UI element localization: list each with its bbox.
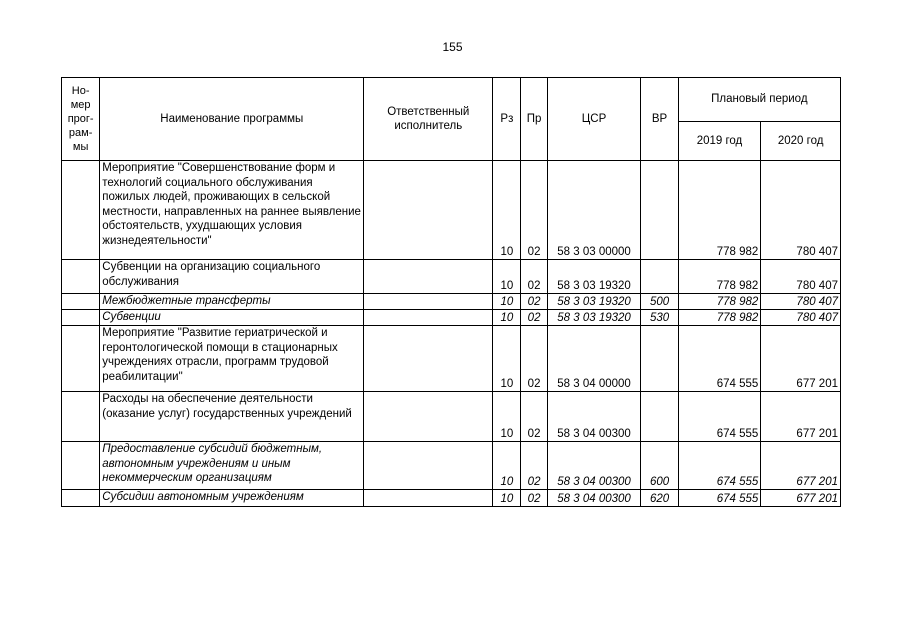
csr-cell: 58 3 04 00300 bbox=[547, 490, 641, 507]
program-number-cell bbox=[62, 260, 100, 294]
program-name-cell: Межбюджетные трансферты bbox=[100, 294, 364, 310]
table-row bbox=[62, 392, 841, 442]
csr-cell: 58 3 04 00000 bbox=[547, 326, 641, 392]
pr-cell: 02 bbox=[521, 260, 547, 294]
year-2019-value: 674 555 bbox=[678, 392, 761, 442]
table-row bbox=[62, 326, 841, 392]
table-row bbox=[62, 490, 841, 507]
executor-cell bbox=[364, 161, 493, 260]
rz-cell: 10 bbox=[493, 392, 521, 442]
program-name-cell: Субвенции bbox=[100, 310, 364, 326]
program-number-cell bbox=[62, 326, 100, 392]
vr-cell bbox=[641, 392, 678, 442]
year-2019-value: 778 982 bbox=[678, 260, 761, 294]
rz-cell: 10 bbox=[493, 326, 521, 392]
pr-cell: 02 bbox=[521, 294, 547, 310]
year-2020-value: 780 407 bbox=[761, 294, 841, 310]
rz-cell: 10 bbox=[493, 260, 521, 294]
year-2019-value: 778 982 bbox=[678, 294, 761, 310]
header-year-2019: 2019 год bbox=[678, 122, 761, 161]
program-name-cell: Расходы на обеспечение деятельности (оказание услуг) государственных учреждений bbox=[100, 392, 364, 442]
program-name-cell: Субсидии автономным учреждениям bbox=[100, 490, 364, 507]
year-2019-value: 674 555 bbox=[678, 326, 761, 392]
header-rz: Рз bbox=[493, 78, 521, 161]
program-number-cell bbox=[62, 310, 100, 326]
executor-cell bbox=[364, 260, 493, 294]
csr-cell: 58 3 04 00300 bbox=[547, 392, 641, 442]
executor-cell bbox=[364, 326, 493, 392]
csr-cell: 58 3 03 00000 bbox=[547, 161, 641, 260]
program-number-cell bbox=[62, 442, 100, 490]
csr-cell: 58 3 03 19320 bbox=[547, 294, 641, 310]
program-number-cell bbox=[62, 161, 100, 260]
rz-cell: 10 bbox=[493, 310, 521, 326]
vr-cell: 620 bbox=[641, 490, 678, 507]
executor-cell bbox=[364, 310, 493, 326]
page-number: 155 bbox=[442, 40, 463, 54]
rz-cell: 10 bbox=[493, 442, 521, 490]
vr-cell bbox=[641, 161, 678, 260]
year-2019-value: 674 555 bbox=[678, 442, 761, 490]
year-2020-value: 780 407 bbox=[761, 310, 841, 326]
year-2020-value: 677 201 bbox=[761, 442, 841, 490]
csr-cell: 58 3 04 00300 bbox=[547, 442, 641, 490]
pr-cell: 02 bbox=[521, 326, 547, 392]
vr-cell: 500 bbox=[641, 294, 678, 310]
year-2020-value: 677 201 bbox=[761, 392, 841, 442]
table-row bbox=[62, 260, 841, 294]
table-row bbox=[62, 310, 841, 326]
table-row bbox=[62, 161, 841, 260]
vr-cell bbox=[641, 326, 678, 392]
program-name-cell: Предоставление субсидий бюджетным, автономным учреждениям и иным некоммерческим организациям bbox=[100, 442, 364, 490]
executor-cell bbox=[364, 442, 493, 490]
vr-cell: 530 bbox=[641, 310, 678, 326]
table-body bbox=[62, 161, 841, 507]
program-number-cell bbox=[62, 294, 100, 310]
header-year-2020: 2020 год bbox=[761, 122, 841, 161]
executor-cell bbox=[364, 392, 493, 442]
year-2020-value: 677 201 bbox=[761, 326, 841, 392]
csr-cell: 58 3 03 19320 bbox=[547, 310, 641, 326]
csr-cell: 58 3 03 19320 bbox=[547, 260, 641, 294]
pr-cell: 02 bbox=[521, 392, 547, 442]
year-2019-value: 674 555 bbox=[678, 490, 761, 507]
vr-cell bbox=[641, 260, 678, 294]
executor-cell bbox=[364, 490, 493, 507]
header-csr: ЦСР bbox=[547, 78, 641, 161]
header-vr: ВР bbox=[641, 78, 678, 161]
year-2019-value: 778 982 bbox=[678, 310, 761, 326]
rz-cell: 10 bbox=[493, 161, 521, 260]
pr-cell: 02 bbox=[521, 442, 547, 490]
header-planning-period: Плановый период bbox=[678, 78, 840, 122]
pr-cell: 02 bbox=[521, 161, 547, 260]
program-number-cell bbox=[62, 392, 100, 442]
year-2020-value: 677 201 bbox=[761, 490, 841, 507]
program-name-cell: Мероприятие "Совершенствование форм и технологий социального обслуживания пожилых людей, проживающих в сельской местности, направленных на раннее выявление обстоятельств, ухудшающих условия жизнедеятельности" bbox=[100, 161, 364, 260]
program-name-cell: Мероприятие "Развитие гериатрической и геронтологической помощи в стационарных учреждениях отрасли, программ трудовой реабилитации" bbox=[100, 326, 364, 392]
header-program-number: Но- мер прог- рам- мы bbox=[62, 78, 100, 161]
header-pr: Пр bbox=[521, 78, 547, 161]
executor-cell bbox=[364, 294, 493, 310]
program-number-cell bbox=[62, 490, 100, 507]
table-row bbox=[62, 294, 841, 310]
header-executor: Ответственный исполнитель bbox=[364, 78, 493, 161]
pr-cell: 02 bbox=[521, 490, 547, 507]
year-2020-value: 780 407 bbox=[761, 260, 841, 294]
rz-cell: 10 bbox=[493, 294, 521, 310]
table-row bbox=[62, 442, 841, 490]
vr-cell: 600 bbox=[641, 442, 678, 490]
program-name-cell: Субвенции на организацию социального обслуживания bbox=[100, 260, 364, 294]
pr-cell: 02 bbox=[521, 310, 547, 326]
year-2019-value: 778 982 bbox=[678, 161, 761, 260]
program-budget-table bbox=[61, 77, 841, 507]
year-2020-value: 780 407 bbox=[761, 161, 841, 260]
rz-cell: 10 bbox=[493, 490, 521, 507]
header-program-name: Наименование программы bbox=[100, 78, 364, 161]
